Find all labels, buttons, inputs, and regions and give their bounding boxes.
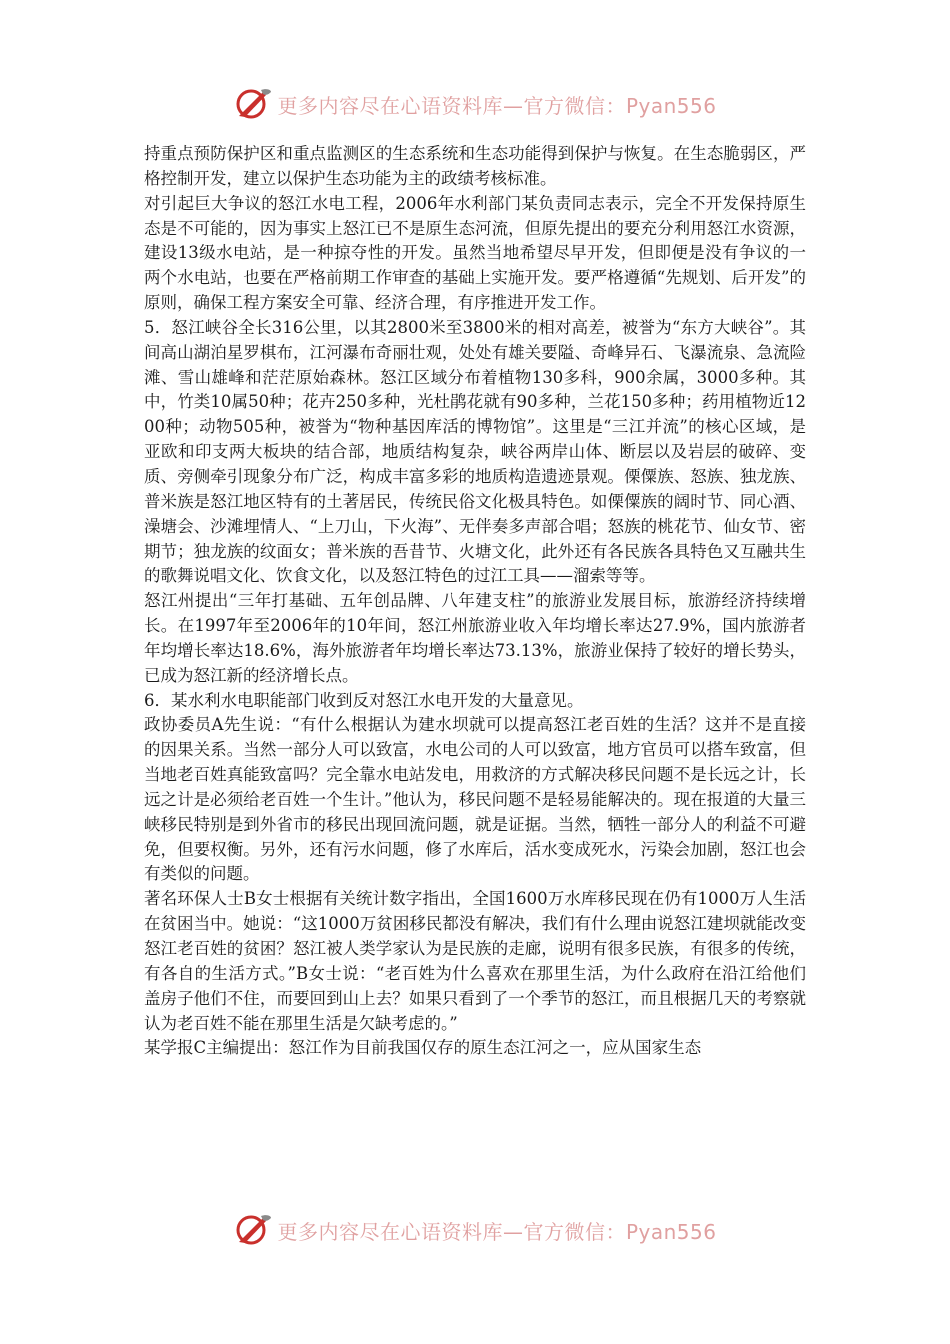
footer-banner-text: 更多内容尽在心语资料库—官方微信：Pyan556 bbox=[277, 1219, 717, 1244]
paragraph-tourism-growth: 怒江州提出“三年打基础、五年创品牌、八年建支柱”的旅游业发展目标，旅游经济持续增长。在1997年至2006年的10年间，怒江州旅游业收入年均增长率达27.9%，国内旅游者年均增长率达18.6%，海外旅游者年均增长率达73.13%，旅游业保持了较好的增长势头，已成为怒江新的经济增长点。 bbox=[144, 591, 806, 685]
header-banner bbox=[0, 84, 950, 124]
quill-pen-icon bbox=[233, 86, 273, 122]
paragraph-ms-b: 著名环保人士B女士根据有关统计数字指出，全国1600万水库移民现在仍有1000万人生活在贫困当中。她说：“这1000万贫困移民都没有解决，我们有什么理由说怒江建坝就能改变怒江老百姓的贫困？怒江被人类学家认为是民族的走廊，说明有很多民族，有很多的传统，有各自的生活方式。”B女士说：“老百姓为什么喜欢在那里生活，为什么政府在沿江给他们盖房子他们不住，而要回到山上去？如果只看到了一个季节的怒江，而且根据几天的考察就认为老百姓不能在那里生活是欠缺考虑的。” bbox=[144, 889, 806, 1033]
paragraph-hydropower-statement: 对引起巨大争议的怒江水电工程，2006年水利部门某负责同志表示，完全不开发保持原生态是不可能的，因为事实上怒江已不是原生态河流，但原先提出的要充分利用怒江水资源，建设13级水电站，是一种掠夺性的开发。虽然当地希望尽早开发，但即便是没有争议的一两个水电站，也要在严格前期工作审查的基础上实施开发。要严格遵循“先规划、后开发”的原则，确保工程方案安全可靠、经济合理，有序推进开发工作。 bbox=[144, 193, 806, 313]
header-banner-text: 更多内容尽在心语资料库—官方微信：Pyan556 bbox=[277, 93, 717, 118]
footer-banner bbox=[0, 1210, 950, 1250]
paragraph-mr-a: 政协委员A先生说：“有什么根据认为建水坝就可以提高怒江老百姓的生活？这并不是直接的因果关系。当然一部分人可以致富，水电公司的人可以致富，地方官员可以搭车致富，但当地老百姓真能致富吗？完全靠水电站发电，用救济的方式解决移民问题不是长远之计，长远之计是必须给老百姓一个生计。”他认为，移民问题不是轻易能解决的。现在报道的大量三峡移民特别是到外省市的移民出现回流问题，就是证据。当然，牺牲一部分人的利益不可避免，但要权衡。另外，还有污水问题，修了水库后，活水变成死水，污染会加剧，怒江也会有类似的问题。 bbox=[144, 715, 806, 884]
quill-pen-icon bbox=[233, 1212, 273, 1248]
paragraph-6-opinions: 6．某水利水电职能部门收到反对怒江水电开发的大量意见。 bbox=[144, 690, 584, 710]
paragraph-ecological-protection: 持重点预防保护区和重点监测区的生态系统和生态功能得到保护与恢复。在生态脆弱区，严格控制开发，建立以保护生态功能为主的政绩考核标准。 bbox=[144, 144, 806, 188]
document-body bbox=[144, 142, 806, 1061]
paragraph-editor-c: 某学报C主编提出：怒江作为目前我国仅存的原生态江河之一，应从国家生态 bbox=[144, 1038, 702, 1058]
paragraph-5-nujiang-gorge: 5．怒江峡谷全长316公里，以其2800米至3800米的相对高差，被誉为“东方大峡谷”。其间高山湖泊星罗棋布，江河瀑布奇丽壮观，处处有雄关要隘、奇峰异石、飞瀑流泉、急流险滩、雪山雄峰和茫茫原始森林。怒江区域分布着植物130多科，900余属，3000多种。其中，竹类10属50种；花卉250多种，光杜鹃花就有90多种，兰花150多种；药用植物近1200种；动物505种，被誉为“物种基因库活的博物馆”。这里是“三江并流”的核心区域，是亚欧和印支两大板块的结合部，地质结构复杂，峡谷两岸山体、断层以及岩层的破碎、变质、旁侧牵引现象分布广泛，构成丰富多彩的地质构造遗迹景观。傈僳族、怒族、独龙族、普米族是怒江地区特有的土著居民，传统民俗文化极具特色。如傈僳族的阔时节、同心酒、澡塘会、沙滩埋情人、“上刀山，下火海”、无伴奏多声部合唱；怒族的桃花节、仙女节、密期节；独龙族的纹面女；普米族的吾昔节、火塘文化，此外还有各民族各具特色又互融共生的歌舞说唱文化、饮食文化，以及怒江特色的过江工具——溜索等等。 bbox=[144, 317, 806, 586]
